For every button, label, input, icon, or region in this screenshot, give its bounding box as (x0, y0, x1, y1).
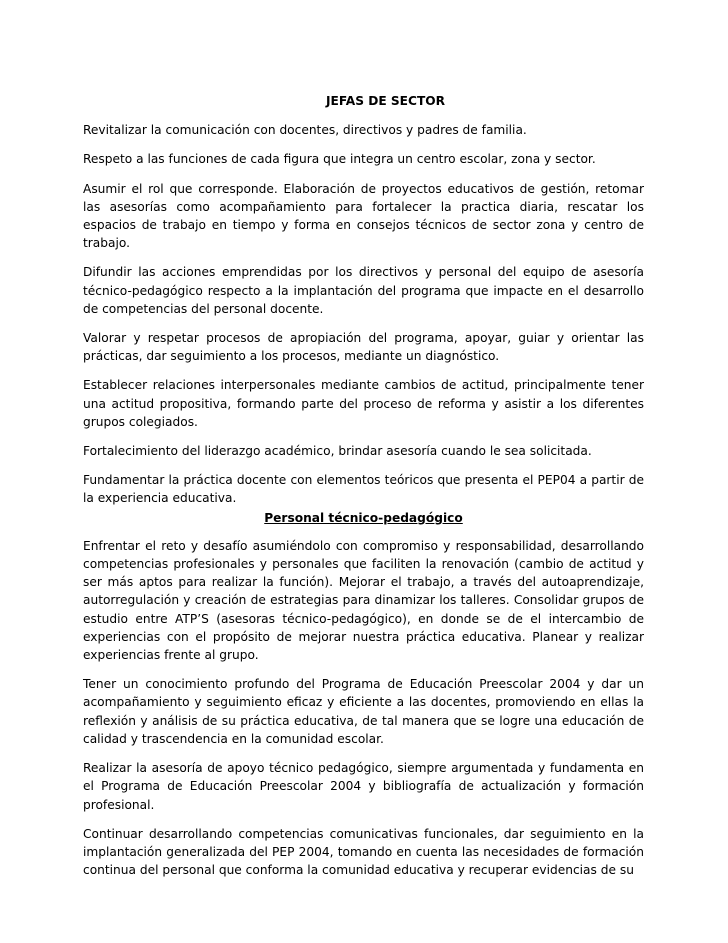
paragraph-communication: Revitalizar la comunicación con docentes, directivos y padres de familia. (83, 123, 527, 138)
paragraph-role: Asumir el rol que corresponde. Elaboración de proyectos educativos de gestión, retomar las asesorías como acompañamiento para fortalecer la practica diaria, rescatar los espacios de trabajo en tiempo y forma en consejos técnicos de sector zona y centro de trabajo. (83, 181, 644, 251)
document-page (83, 92, 644, 890)
paragraph-advisory: Realizar la asesoría de apoyo técnico pedagógico, siempre argumentada y fundamenta en el Programa de Educación Preescolar 2004 y bibliografía de actualización y formación profesional. (83, 761, 644, 812)
paragraph-challenge: Enfrentar el reto y desafío asumiéndolo con compromiso y responsabilidad, desarrollando competencias profesionales y personales que faciliten la renovación (cambio de actitud y ser más aptos para realizar la función). Mejorar el trabajo, a través del autoaprendizaje, autorregulación y creación de estrategias para dinamizar los talleres. Consolidar grupos de estudio entre ATP’S (asesoras técnico-pedagógico), en donde se de el intercambio de experiencias con el propósito de mejorar nuestra práctica educativa. Planear y realizar experiencias frente al grupo. (83, 538, 644, 663)
section-subtitle: Personal técnico-pedagógico (264, 510, 463, 525)
paragraph-knowledge: Tener un conocimiento profundo del Programa de Educación Preescolar 2004 y dar un acompañamiento y seguimiento eficaz y eficiente a las docentes, promoviendo en ellas la reflexión y análisis de su práctica educativa, de tal manera que se logre una educación de calidad y trascendencia en la comunidad escolar. (83, 677, 644, 746)
paragraph-continue: Continuar desarrollando competencias comunicativas funcionales, dar seguimiento en la implantación generalizada del PEP 2004, tomando en cuenta las necesidades de formación continua del personal que conforma la comunidad educativa y recuperar evidencias de su (83, 826, 644, 878)
paragraph-value: Valorar y respetar procesos de apropiación del programa, apoyar, guiar y orientar las prácticas, dar seguimiento a los procesos, mediante un diagnóstico. (83, 331, 644, 364)
paragraph-foundation: Fundamentar la práctica docente con elementos teóricos que presenta el PEP04 a partir de la experiencia educativa. (83, 473, 644, 506)
paragraph-relations: Establecer relaciones interpersonales mediante cambios de actitud, principalmente tener una actitud propositiva, formando parte del proceso de reforma y asistir a los diferentes grupos colegiados. (83, 378, 644, 429)
paragraph-leadership: Fortalecimiento del liderazgo académico, brindar asesoría cuando le sea solicitada. (83, 444, 592, 459)
page-title: JEFAS DE SECTOR (325, 94, 446, 108)
paragraph-diffuse: Difundir las acciones emprendidas por los directivos y personal del equipo de asesoría técnico-pedagógico respecto a la implantación del programa que impacte en el desarrollo de competencias del personal docente. (83, 265, 644, 316)
paragraph-respect: Respeto a las funciones de cada figura que integra un centro escolar, zona y sector. (83, 152, 596, 167)
